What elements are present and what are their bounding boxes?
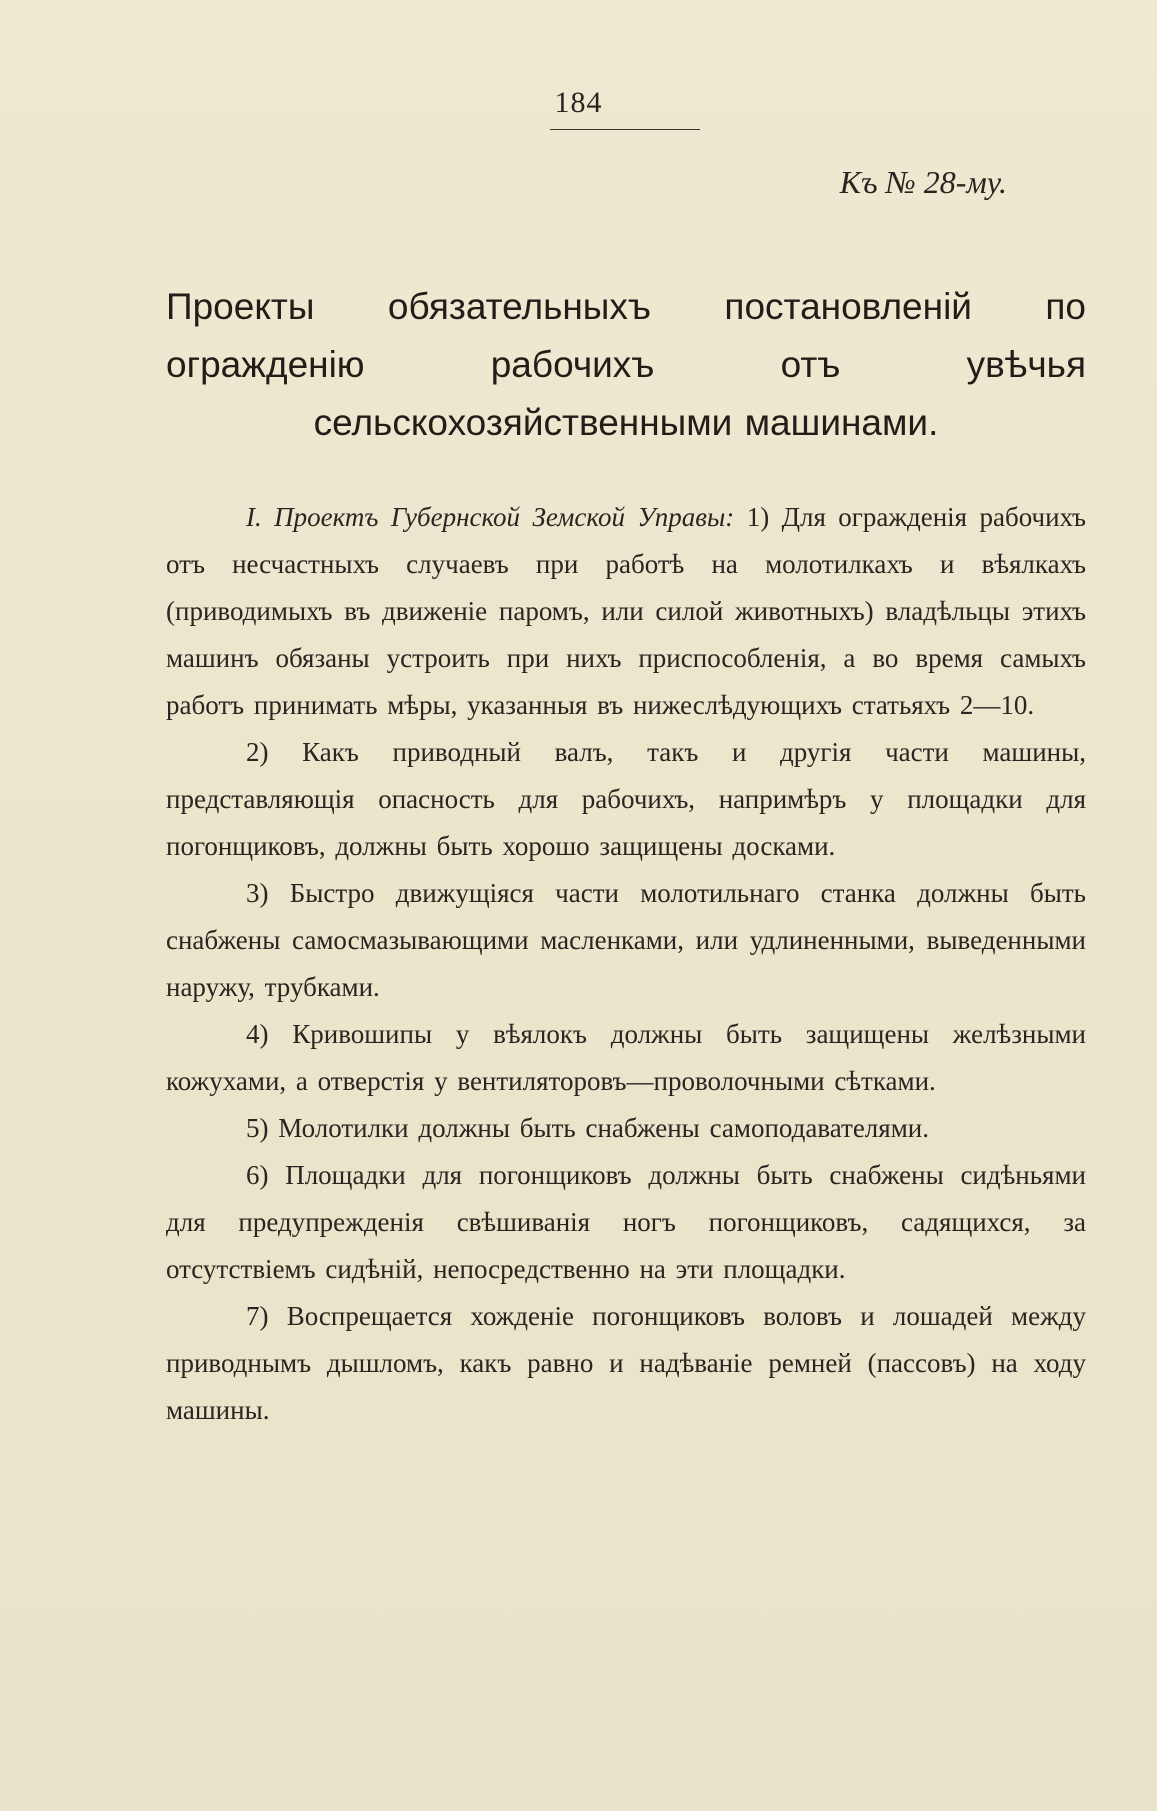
body-text [166, 494, 1086, 1434]
paragraph-1-lead: I. Проектъ Губернской Земской Управы: [246, 502, 735, 532]
paragraph-4: 4) Кривошипы у вѣялокъ должны быть защищены желѣзными кожухами, а отверстія у вентиляторовъ—проволочными сѣтками. [166, 1019, 1086, 1096]
paragraph-1 [166, 494, 1086, 729]
page-number-rule [550, 129, 700, 130]
page-number: 184 [554, 86, 603, 119]
paragraph-5: 5) Молотилки должны быть снабжены самоподавателями. [246, 1113, 929, 1143]
paragraph-2: 2) Какъ приводный валъ, такъ и другія части машины, представляющія опасность для рабочихъ, напримѣръ у площадки для погонщиковъ, должны быть хорошо защищены досками. [166, 737, 1086, 861]
paragraph-7: 7) Воспрещается хожденіе погонщиковъ воловъ и лошадей между приводнымъ дышломъ, какъ равно и надѣваніе ремней (пассовъ) на ходу машины. [166, 1301, 1086, 1425]
annex-reference: Къ № 28-му. [839, 164, 1007, 200]
paragraph-3: 3) Быстро движущіяся части молотильнаго станка должны быть снабжены самосмазывающими масленками, или удлиненными, выведенными наружу, трубками. [166, 878, 1086, 1002]
paragraph-1-text: 1) Для огражденія рабочихъ отъ несчастныхъ случаевъ при работѣ на молотилкахъ и вѣялкахъ (приводимыхъ въ движеніе паромъ, или силой животныхъ) владѣльцы этихъ машинъ обязаны устроить при нихъ приспособленія, а во время самыхъ работъ принимать мѣры, указанныя въ нижеслѣдующихъ статьяхъ 2—10. [166, 502, 1086, 720]
document-heading: Проекты обязательныхъ постановленій по огражденію рабочихъ отъ увѣчья сельскохозяйственными машинами. [166, 286, 1086, 443]
paragraph-6: 6) Площадки для погонщиковъ должны быть снабжены сидѣньями для предупрежденія свѣшиванія ногъ погонщиковъ, садящихся, за отсутствіемъ сидѣній, непосредственно на эти площадки. [166, 1160, 1086, 1284]
